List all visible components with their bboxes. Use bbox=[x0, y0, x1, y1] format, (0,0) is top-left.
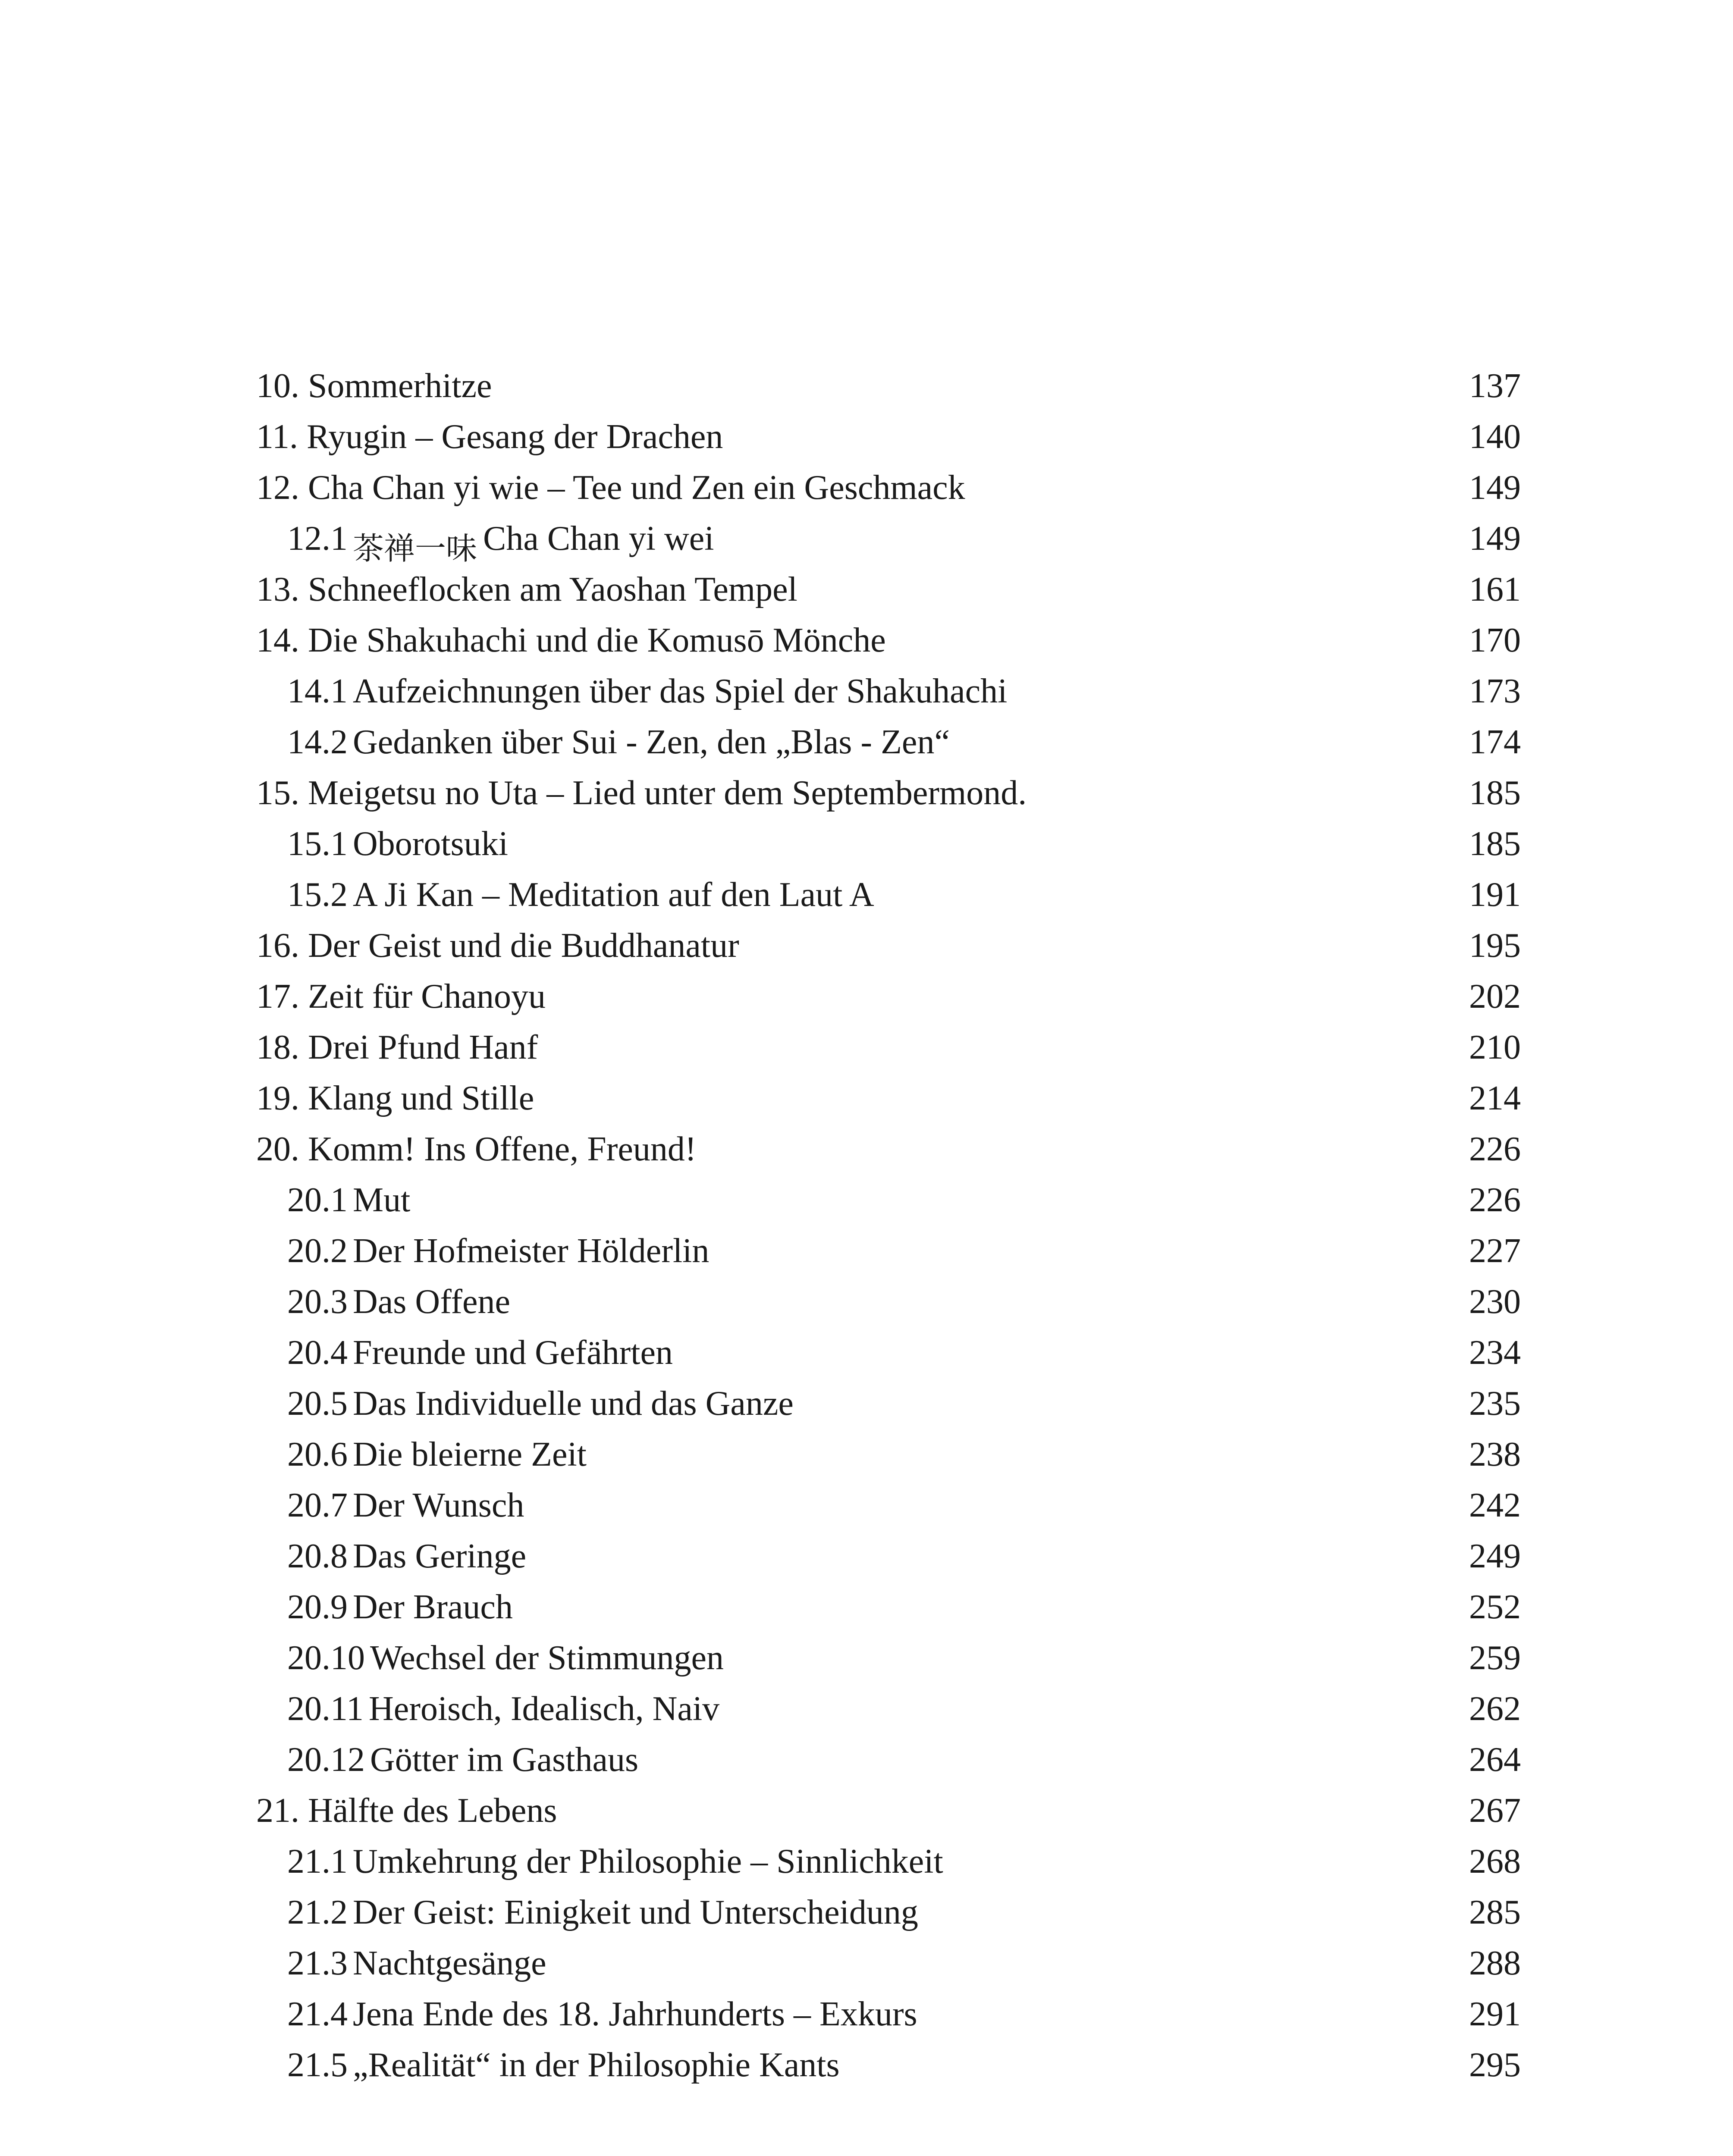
toc-entry-label bbox=[287, 1480, 524, 1531]
toc-entry-number: 20.9 bbox=[287, 1588, 348, 1626]
toc-entry-title: Der Wunsch bbox=[353, 1486, 524, 1524]
toc-page-number: 267 bbox=[1469, 1792, 1521, 1830]
toc-entry-title: Der Geist und die Buddhanatur bbox=[308, 927, 739, 965]
toc-entry-number: 20.4 bbox=[287, 1334, 348, 1372]
toc-entry-title: Cha Chan yi wei bbox=[483, 520, 714, 558]
toc-page-number: 262 bbox=[1469, 1690, 1521, 1728]
toc-entry-title: Das Individuelle und das Ganze bbox=[353, 1385, 794, 1423]
toc-entry-number: 16. bbox=[256, 927, 299, 965]
toc-entry-number: 20.2 bbox=[287, 1232, 348, 1270]
toc-section-row bbox=[256, 1989, 1521, 2040]
toc-chapter-row bbox=[256, 360, 1521, 411]
toc-entry-number: 14.1 bbox=[287, 672, 348, 710]
toc-entry-number: 20. bbox=[256, 1130, 299, 1168]
toc-entry-label bbox=[287, 1683, 719, 1734]
toc-entry-label bbox=[256, 360, 492, 411]
toc-entry-number: 21.2 bbox=[287, 1893, 348, 1931]
toc-entry-label bbox=[256, 1124, 697, 1175]
toc-entry-label bbox=[256, 564, 797, 615]
toc-section-row bbox=[256, 1582, 1521, 1633]
toc-section-row bbox=[256, 666, 1521, 717]
toc-entry-title: Der Brauch bbox=[353, 1588, 513, 1626]
toc-entry-label bbox=[287, 869, 874, 920]
toc-section-row bbox=[256, 1327, 1521, 1378]
toc-page-number: 238 bbox=[1469, 1435, 1521, 1473]
toc-page-number: 291 bbox=[1469, 1995, 1521, 2033]
toc-section-row bbox=[256, 2040, 1521, 2090]
toc-entry-title: Das Geringe bbox=[353, 1537, 527, 1575]
toc-page-number: 230 bbox=[1469, 1283, 1521, 1321]
toc-page-number: 161 bbox=[1469, 570, 1521, 608]
toc-entry-number: 20.10 bbox=[287, 1639, 365, 1677]
toc-section-row bbox=[256, 717, 1521, 768]
toc-entry-label bbox=[287, 1175, 410, 1225]
toc-chapter-row bbox=[256, 920, 1521, 971]
toc-section-row bbox=[256, 1276, 1521, 1327]
toc-entry-title: Komm! Ins Offene, Freund! bbox=[308, 1130, 697, 1168]
toc-section-row bbox=[256, 1378, 1521, 1429]
toc-entry-label bbox=[287, 513, 714, 567]
toc-entry-title: Cha Chan yi wie – Tee und Zen ein Geschmack bbox=[308, 469, 965, 507]
toc-page-number: 202 bbox=[1469, 978, 1521, 1015]
toc-chapter-row bbox=[256, 411, 1521, 462]
toc-page-number: 285 bbox=[1469, 1893, 1521, 1931]
toc-entry-number: 20.1 bbox=[287, 1181, 348, 1219]
toc-entry-title: Drei Pfund Hanf bbox=[308, 1028, 538, 1066]
toc-section-row bbox=[256, 1225, 1521, 1276]
toc-entry-number: 21.1 bbox=[287, 1843, 348, 1880]
toc-entry-label bbox=[256, 411, 723, 462]
toc-page-number: 288 bbox=[1469, 1944, 1521, 1982]
toc-section-row bbox=[256, 1429, 1521, 1480]
toc-entry-title: Zeit für Chanoyu bbox=[308, 978, 546, 1015]
toc-entry-label bbox=[256, 1073, 534, 1124]
toc-entry-number: 12.1 bbox=[287, 520, 348, 558]
toc-entry-title: Schneeflocken am Yaoshan Tempel bbox=[308, 570, 797, 608]
toc-chapter-row bbox=[256, 971, 1521, 1022]
toc-entry-label bbox=[287, 1378, 794, 1429]
toc-entry-title: A Ji Kan – Meditation auf den Laut A bbox=[353, 876, 874, 914]
toc-page-number: 268 bbox=[1469, 1843, 1521, 1880]
toc-entry-title: Die bleierne Zeit bbox=[353, 1435, 587, 1473]
toc-chapter-row bbox=[256, 1073, 1521, 1124]
toc-page-number: 149 bbox=[1469, 520, 1521, 558]
toc-page-number: 259 bbox=[1469, 1639, 1521, 1677]
toc-section-row bbox=[256, 1887, 1521, 1938]
table-of-contents bbox=[256, 360, 1521, 2090]
toc-entry-title: Das Offene bbox=[353, 1283, 511, 1321]
toc-section-row bbox=[256, 1836, 1521, 1887]
toc-section-row bbox=[256, 1531, 1521, 1582]
toc-entry-title: Hälfte des Lebens bbox=[308, 1792, 557, 1830]
toc-entry-label bbox=[287, 2040, 840, 2090]
toc-chapter-row bbox=[256, 564, 1521, 615]
toc-entry-number: 12. bbox=[256, 469, 299, 507]
toc-chapter-row bbox=[256, 462, 1521, 513]
toc-section-row bbox=[256, 869, 1521, 920]
toc-entry-number: 19. bbox=[256, 1079, 299, 1117]
toc-page-number: 191 bbox=[1469, 876, 1521, 914]
toc-entry-number: 10. bbox=[256, 367, 299, 405]
toc-page-number: 185 bbox=[1469, 774, 1521, 812]
toc-entry-label bbox=[287, 1836, 943, 1887]
toc-entry-title: Der Hofmeister Hölderlin bbox=[353, 1232, 710, 1270]
toc-page-number: 173 bbox=[1469, 672, 1521, 710]
toc-section-row bbox=[256, 818, 1521, 869]
toc-entry-number: 20.5 bbox=[287, 1385, 348, 1423]
toc-entry-label bbox=[287, 1938, 546, 1989]
toc-page-number: 174 bbox=[1469, 723, 1521, 761]
toc-chapter-row bbox=[256, 1124, 1521, 1175]
toc-section-row bbox=[256, 1938, 1521, 1989]
toc-entry-label bbox=[287, 1887, 918, 1938]
toc-page-number: 226 bbox=[1469, 1181, 1521, 1219]
toc-page-number: 242 bbox=[1469, 1486, 1521, 1524]
toc-entry-number: 14.2 bbox=[287, 723, 348, 761]
toc-entry-title: Nachtgesänge bbox=[353, 1944, 546, 1982]
toc-page-number: 227 bbox=[1469, 1232, 1521, 1270]
toc-entry-number: 20.12 bbox=[287, 1741, 365, 1779]
toc-entry-label bbox=[256, 920, 739, 971]
toc-entry-number: 21. bbox=[256, 1792, 299, 1830]
toc-entry-title: Freunde und Gefährten bbox=[353, 1334, 673, 1372]
toc-entry-number: 17. bbox=[256, 978, 299, 1015]
toc-entry-label bbox=[287, 1225, 709, 1276]
toc-page-number: 185 bbox=[1469, 825, 1521, 863]
toc-section-row bbox=[256, 1734, 1521, 1785]
toc-entry-label bbox=[287, 1989, 917, 2040]
toc-entry-label bbox=[256, 462, 965, 513]
toc-chapter-row bbox=[256, 1785, 1521, 1836]
toc-entry-number: 15.2 bbox=[287, 876, 348, 914]
toc-entry-title: Wechsel der Stimmungen bbox=[370, 1639, 724, 1677]
toc-entry-title: Mut bbox=[353, 1181, 411, 1219]
toc-entry-number: 21.5 bbox=[287, 2046, 348, 2084]
toc-page-number: 252 bbox=[1469, 1588, 1521, 1626]
toc-entry-title: Götter im Gasthaus bbox=[370, 1741, 639, 1779]
toc-page-number: 234 bbox=[1469, 1334, 1521, 1372]
toc-entry-number: 15.1 bbox=[287, 825, 348, 863]
toc-entry-label bbox=[256, 768, 1027, 818]
toc-entry-title: „Realität“ in der Philosophie Kants bbox=[353, 2046, 840, 2084]
toc-entry-number: 11. bbox=[256, 418, 298, 456]
toc-entry-label bbox=[287, 818, 508, 869]
toc-page-number: 249 bbox=[1469, 1537, 1521, 1575]
toc-chapter-row bbox=[256, 615, 1521, 666]
toc-entry-label bbox=[287, 1429, 587, 1480]
toc-entry-title: Der Geist: Einigkeit und Unterscheidung bbox=[353, 1893, 918, 1931]
toc-page-number: 140 bbox=[1469, 418, 1521, 456]
toc-entry-label bbox=[287, 666, 1007, 717]
toc-section-row bbox=[256, 1175, 1521, 1225]
toc-entry-number: 18. bbox=[256, 1028, 299, 1066]
toc-entry-title: Klang und Stille bbox=[308, 1079, 534, 1117]
toc-entry-label bbox=[287, 1734, 638, 1785]
toc-page-number: 226 bbox=[1469, 1130, 1521, 1168]
toc-entry-title: Oborotsuki bbox=[353, 825, 508, 863]
toc-entry-number: 21.3 bbox=[287, 1944, 348, 1982]
toc-page-number: 170 bbox=[1469, 621, 1521, 659]
toc-page-number: 149 bbox=[1469, 469, 1521, 507]
toc-entry-title: Heroisch, Idealisch, Naiv bbox=[369, 1690, 720, 1728]
toc-entry-title: Ryugin – Gesang der Drachen bbox=[307, 418, 723, 456]
toc-page-number: 210 bbox=[1469, 1028, 1521, 1066]
toc-entry-title: Die Shakuhachi und die Komusō Mönche bbox=[308, 621, 886, 659]
toc-entry-cjk-title: 茶禅一味 bbox=[353, 530, 477, 567]
toc-entry-label bbox=[287, 1633, 724, 1683]
toc-entry-label bbox=[287, 1276, 510, 1327]
toc-entry-number: 14. bbox=[256, 621, 299, 659]
toc-page-number: 214 bbox=[1469, 1079, 1521, 1117]
toc-entry-label bbox=[287, 717, 950, 768]
toc-section-row bbox=[256, 513, 1521, 567]
toc-entry-number: 20.7 bbox=[287, 1486, 348, 1524]
toc-entry-number: 15. bbox=[256, 774, 299, 812]
toc-page-number: 235 bbox=[1469, 1385, 1521, 1423]
toc-page-number: 195 bbox=[1469, 927, 1521, 965]
toc-section-row bbox=[256, 1633, 1521, 1683]
toc-entry-label bbox=[287, 1531, 526, 1582]
toc-entry-label bbox=[256, 971, 546, 1022]
toc-page-number: 137 bbox=[1469, 367, 1521, 405]
toc-entry-title: Jena Ende des 18. Jahrhunderts – Exkurs bbox=[353, 1995, 917, 2033]
toc-entry-title: Meigetsu no Uta – Lied unter dem Septembermond. bbox=[308, 774, 1027, 812]
toc-entry-label bbox=[256, 1785, 557, 1836]
toc-entry-title: Aufzeichnungen über das Spiel der Shakuhachi bbox=[353, 672, 1008, 710]
toc-entry-number: 20.11 bbox=[287, 1690, 364, 1728]
toc-entry-number: 13. bbox=[256, 570, 299, 608]
toc-entry-number: 20.8 bbox=[287, 1537, 348, 1575]
toc-section-row bbox=[256, 1683, 1521, 1734]
toc-page-number: 295 bbox=[1469, 2046, 1521, 2084]
toc-entry-label bbox=[256, 1022, 538, 1073]
toc-chapter-row bbox=[256, 1022, 1521, 1073]
toc-entry-label bbox=[256, 615, 886, 666]
toc-page-number: 264 bbox=[1469, 1741, 1521, 1779]
toc-entry-number: 20.6 bbox=[287, 1435, 348, 1473]
toc-entry-number: 20.3 bbox=[287, 1283, 348, 1321]
toc-chapter-row bbox=[256, 768, 1521, 818]
toc-entry-title: Umkehrung der Philosophie – Sinnlichkeit bbox=[353, 1843, 943, 1880]
toc-section-row bbox=[256, 1480, 1521, 1531]
toc-entry-label bbox=[287, 1327, 673, 1378]
toc-entry-title: Sommerhitze bbox=[308, 367, 492, 405]
toc-entry-title: Gedanken über Sui - Zen, den „Blas - Zen“ bbox=[353, 723, 950, 761]
toc-entry-label bbox=[287, 1582, 513, 1633]
toc-entry-number: 21.4 bbox=[287, 1995, 348, 2033]
